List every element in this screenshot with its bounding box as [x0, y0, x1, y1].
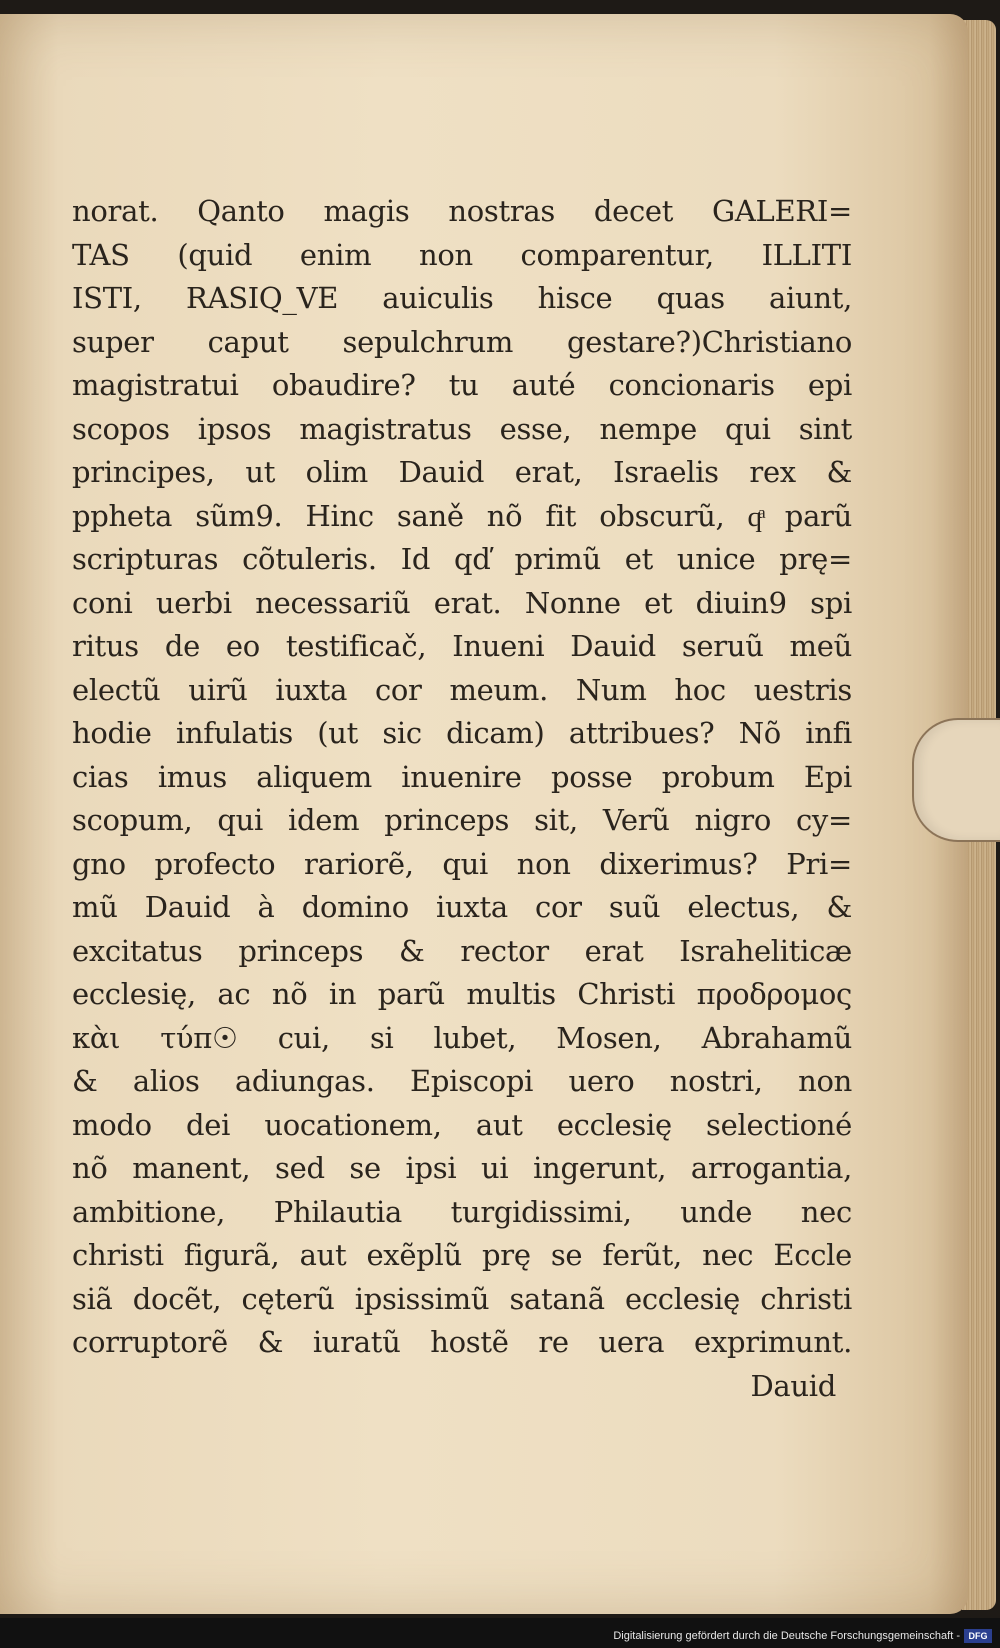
page-tab-marker — [912, 718, 1000, 842]
text-line: siã docẽt, cęterũ ipsissimũ satanã ecclesię christi — [72, 1281, 852, 1316]
text-line: christi figurã, aut exẽplũ prę se ferũt, nec Eccle — [72, 1238, 852, 1272]
text-line: principes, ut olim Dauid erat, Israelis rex & — [72, 455, 852, 489]
text-line: ritus de eo testificač, Inueni Dauid seruũ meũ — [72, 629, 852, 663]
text-line: TAS (quid enim non comparentur, ILLITI — [72, 237, 852, 272]
text-line: mũ Dauid à domino iuxta cor suũ electus, & — [72, 890, 852, 924]
text-line: ambitione, Philautia turgidissimi, unde nec — [72, 1194, 852, 1229]
text-line: norat. Qanto magis nostras decet GALERI= — [72, 194, 852, 228]
text-line: magistratui obaudire? tu auté concionaris epi — [72, 368, 852, 402]
catchword: Dauid — [750, 1368, 836, 1403]
text-line: scopos ipsos magistratus esse, nempe qui sint — [72, 411, 852, 446]
text-line: coni uerbi necessariũ erat. Nonne et diuin9 spi — [72, 585, 852, 620]
text-line: ISTI, RASIQ_VE auiculis hisce quas aiunt, — [72, 281, 852, 315]
body-text — [72, 190, 852, 1408]
text-line: super caput sepulchrum gestare?)Christiano — [72, 324, 852, 359]
text-line: & alios adiungas. Episcopi uero nostri, non — [72, 1064, 852, 1098]
text-line: nõ manent, sed se ipsi ui ingerunt, arrogantia, — [72, 1151, 852, 1185]
text-line: hodie infulatis (ut sic dicam) attribues? Nõ infi — [72, 716, 852, 750]
text-line: cias imus aliquem inuenire posse probum Epi — [72, 759, 852, 794]
text-line: κὰι τύπ☉ cui, si lubet, Mosen, Abrahamũ — [72, 1020, 852, 1055]
text-line: excitatus princeps & rector erat Israheliticæ — [72, 933, 852, 968]
text-line: modo dei uocationem, aut ecclesię selectioné — [72, 1107, 852, 1142]
text-line: ppheta sũm9. Hinc saně nõ fit obscurũ, qͣ parũ — [72, 498, 852, 533]
footer-credit: Digitalisierung gefördert durch die Deutsche Forschungsgemeinschaft - — [613, 1630, 960, 1642]
text-line: ecclesię, ac nõ in parũ multis Christi προδρομος — [72, 977, 852, 1011]
text-line: scopum, qui idem princeps sit, Verũ nigro cy= — [72, 803, 852, 837]
text-line: scripturas cõtuleris. Id qď primũ et unice prę= — [72, 542, 852, 576]
text-line: gno profecto rariorẽ, qui non dixerimus? Pri= — [72, 846, 852, 881]
text-line: electũ uirũ iuxta cor meum. Num hoc uestris — [72, 672, 852, 707]
digitization-footer — [0, 1618, 1000, 1648]
text-line: corruptorẽ & iuratũ hostẽ re uera exprimunt. — [72, 1325, 852, 1359]
dfg-logo: DFG — [964, 1629, 992, 1643]
